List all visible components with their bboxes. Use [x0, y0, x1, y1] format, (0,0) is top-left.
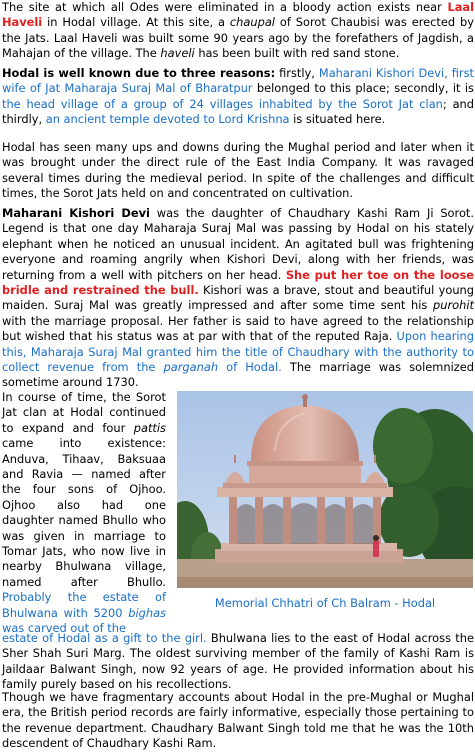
text: is situated here. — [289, 112, 386, 127]
paragraph-three-reasons — [2, 66, 474, 128]
text: Kishori was a brave, stout and beautiful young maiden. Suraj Mal was greatly impressed and after some time sent his — [2, 283, 474, 313]
text: of Sorot Chaubisi was erected by the Jats. Laal Haveli was built some 90 years ago by the forefathers of Jagdish, a Mahajan of the village. The — [2, 15, 474, 61]
highlight-bhulwana-estate: Probably the estate of Bhulwana with 5200 — [2, 590, 166, 620]
highlight-laal-haveli: Laal Haveli — [2, 0, 474, 30]
text: The marriage was solemnized sometime around 1730. — [2, 360, 474, 390]
text: belonged to this place; secondly, it is — [252, 81, 474, 96]
paragraph-records: Though we have fragmentary accounts about Hodal in the pre-Mughal or Mughal era, the British period records are fairly informative, especially those pertaining to the revenue department. Chaudhary Balwant Singh told me that he was the 10th descendent of Chaudhary Kashi Ram. — [2, 690, 474, 751]
text: firstly, — [275, 66, 319, 80]
highlight-of-hodal: of Hodal. — [218, 360, 282, 375]
text: came into existence: Anduva, Tihaav, Baksuaa and Ravia — named after the four sons of Ojhoo. Ojhoo also had one daughter named Bhullo who was given in marriage to Tomar Jats, who now live in nearby Bhulwana village, named after Bhullo. — [2, 436, 166, 589]
heading-three-reasons: Hodal is well known due to three reasons: — [2, 66, 276, 80]
photo-caption: Memorial Chhatri of Ch Balram - Hodal — [214, 596, 436, 610]
text: ; and thirdly, — [2, 96, 474, 127]
term-bighas: bighas — [128, 605, 166, 620]
highlight-gift: estate of Hodal as a gift to the girl. — [2, 631, 207, 645]
term-chaupal: chaupal — [229, 15, 275, 30]
text: Bhulwana lies to the east of Hodal across the Sher Shah Suri Marg. The oldest surviving member of the family of Kashi Ram is Jaildaar Balwant Singh, now 92 years of age. He provided information about his family purely based on his recollections. — [2, 631, 474, 692]
highlight-carved-out: was carved out of the — [2, 621, 126, 636]
name-kishori-devi: Maharani Kishori Devi — [2, 206, 150, 220]
term-parganah: parganah — [163, 360, 219, 375]
paragraph-pattis — [2, 390, 166, 637]
text: has been built with red sand stone. — [194, 46, 400, 61]
text: was the daughter of Chaudhary Kashi Ram Ji Sorot. Legend is that one day Maharaja Suraj Mal was passing by Hodal on his stately elephant when he noticed an unusual incident. An agitated bull was frightening everyone and roaming angrily when Kishori Devi, along with her friends, was returning from a well with pitchers on her head. — [2, 206, 475, 282]
paragraph-mughal-period: Hodal has seen many ups and downs during the Mughal period and later when it was brought under the direct rule of the East India Company. It was ravaged several times during the medieval period. In spite of the challenges and difficult times, the Sorot Jats held on and concentrated on cultivation. — [2, 140, 474, 201]
term-haveli: haveli — [160, 46, 195, 61]
paragraph-laal-haveli — [2, 0, 474, 62]
highlight-head-village: the head village of a group of 24 villages inhabited by the Sorot Jat clan — [2, 96, 443, 111]
text: in Hodal village. At this site, a — [42, 15, 230, 30]
chhatri-photo — [177, 391, 473, 588]
highlight-maharani: Maharani Kishori Devi, first wife of Jat Maharaja Suraj Mal of Bharatpur — [2, 66, 474, 96]
paragraph-bhulwana — [2, 631, 474, 693]
highlight-chaudhary-title: Upon hearing this, Maharaja Suraj Mal granted him the title of Chaudhary with the authority to collect revenue from the — [2, 329, 474, 375]
highlight-temple: an ancient temple devoted to Lord Krishna — [45, 112, 290, 127]
term-purohit: purohit — [433, 298, 474, 313]
term-pattis: pattis — [133, 420, 166, 435]
text: with the marriage proposal. Her father is said to have agreed to the relationship but wished that his status was at par with that of the reputed Raja. — [2, 313, 474, 344]
text: The site at which all Odes were eliminated in a bloody action exists near — [2, 0, 448, 14]
highlight-bull: She put her toe on the loose bridle and restrained the bull. — [2, 267, 474, 298]
text: In course of time, the Sorot Jat clan at Hodal continued to expand and four — [2, 390, 166, 435]
paragraph-kishori-devi — [2, 206, 474, 391]
